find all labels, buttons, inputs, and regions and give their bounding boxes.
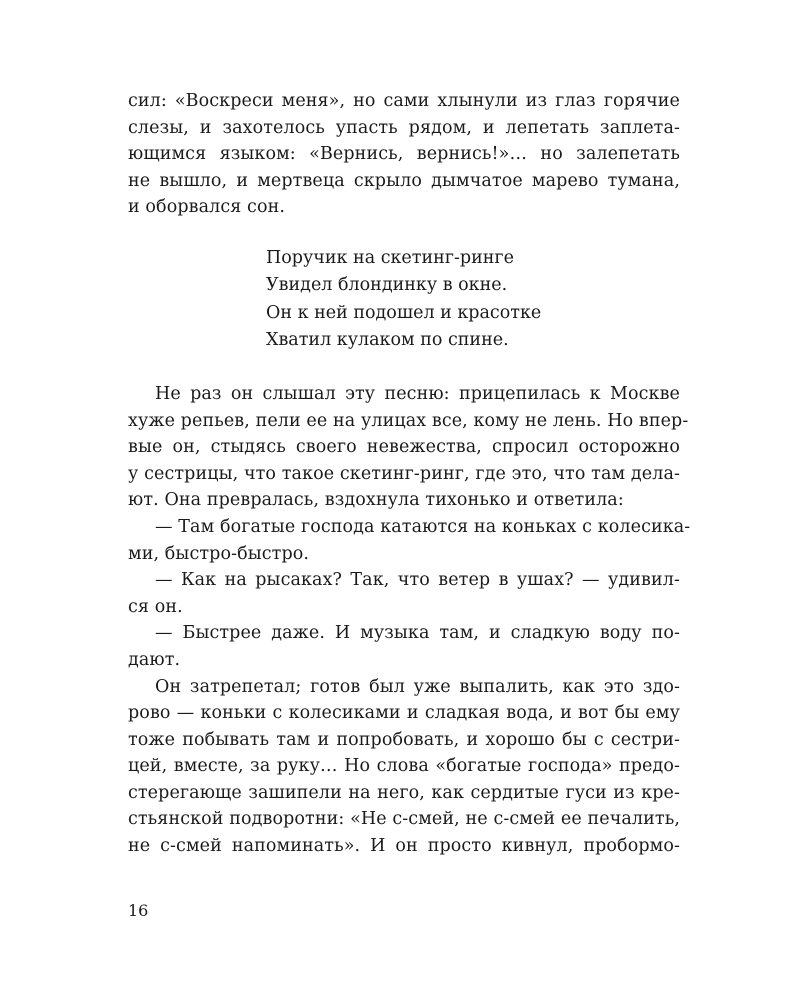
poem-line: Поручик на скетинг-ринге: [266, 247, 514, 268]
text-line: — Там богатые господа катаются на коньках с колесика-: [155, 516, 691, 537]
paragraph-2: [128, 381, 689, 514]
text-line: слезы, и захотелось упасть рядом, и лепетать заплета-: [128, 117, 680, 138]
text-line: — Быстрее даже. И музыка там, и сладкую воду по-: [155, 623, 680, 644]
dialogue-2: [128, 567, 680, 620]
text-line: не вышло, и мертвеца скрыло дымчатое марево тумана,: [128, 170, 680, 191]
poem-line: Хватил кулаком по спине.: [266, 330, 509, 351]
text-line: хуже репьев, пели ее на улицах все, кому не лень. Но впер-: [128, 410, 689, 431]
poem-line: Он к ней подошел и красотке: [266, 302, 542, 323]
dialogue-3: [128, 620, 680, 673]
paragraph-3: [128, 674, 680, 860]
page-body: [128, 88, 691, 860]
page-number: 16: [128, 901, 149, 920]
paragraph-1: [128, 88, 680, 221]
text-line: Он затрепетал; готов был уже выпалить, как это здо-: [155, 676, 680, 697]
text-line: ют. Она превралась, вздохнула тихонько и ответила:: [128, 490, 624, 511]
text-line: цей, вместе, за руку… Но слова «богатые господа» предо-: [128, 756, 680, 777]
text-line: ющимся языком: «Вернись, вернись!»… но залепетать: [128, 144, 680, 165]
text-line: Не раз он слышал эту песню: прицепилась к Москве: [155, 383, 680, 404]
text-line: сил: «Воскреси меня», но сами хлынули из глаз горячие: [128, 91, 680, 111]
text-line: дают.: [128, 649, 181, 670]
text-line: у сестрицы, что такое скетинг-ринг, где это, что там дела-: [128, 463, 680, 484]
text-line: не с-смей напоминать». И он просто кивнул, пробормо-: [128, 836, 680, 857]
text-line: рово — коньки с колесиками и сладкая вода, и вот бы ему: [128, 703, 680, 724]
poem-line: Увидел блондинку в окне.: [266, 275, 508, 296]
text-line: ми, быстро-быстро.: [128, 543, 310, 564]
text-line: — Как на рысаках? Так, что ветер в ушах? — удивил-: [155, 570, 680, 591]
text-line: тоже побывать там и попробовать, и хорошо бы с сестри-: [128, 729, 680, 750]
poem-stanza: [266, 245, 680, 355]
text-line: стерегающе зашипели на него, как сердитые гуси из кре-: [128, 782, 680, 803]
text-line: вые он, стыдясь своего невежества, спросил осторожно: [128, 437, 680, 458]
text-line: ся он.: [128, 596, 183, 617]
dialogue-1: [128, 514, 691, 567]
text-line: и оборвался сон.: [128, 197, 286, 218]
text-line: стьянской подворотни: «Не с-смей, не с-смей ее печалить,: [128, 809, 680, 830]
